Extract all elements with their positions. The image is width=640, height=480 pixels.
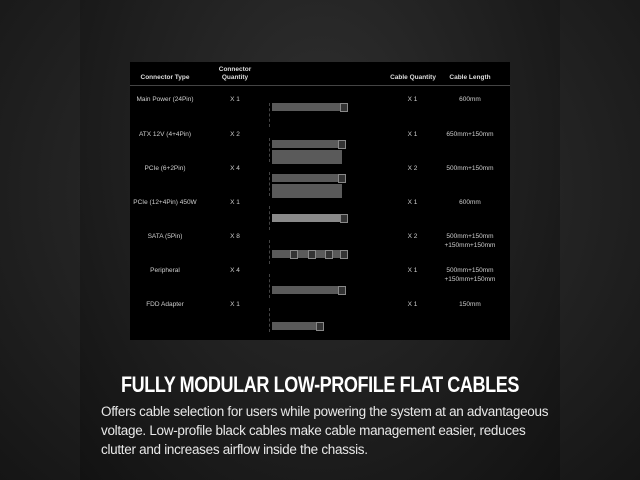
section-title: FULLY MODULAR LOW-PROFILE FLAT CABLES [120, 372, 520, 397]
header-connector-quantity: Connector Quantity [218, 66, 252, 81]
cable-image [269, 274, 350, 298]
connector-plug [316, 322, 324, 331]
section-description: Offers cable selection for users while powering the system at an advantageous voltage. Low-profile black cables make cable management easier, reduces clutter and increases airflow inside the chassis. [101, 404, 549, 457]
connector-plug [340, 214, 348, 223]
table-row [130, 232, 510, 267]
cable-quantity: X 2 [407, 233, 418, 240]
connector-type: Peripheral [150, 267, 180, 274]
table-row [130, 130, 510, 165]
connector-plug [338, 174, 346, 183]
table-row [130, 164, 510, 199]
table-row [130, 266, 510, 301]
connector-type: ATX 12V (4+4Pin) [138, 131, 192, 138]
cable-image [269, 206, 350, 230]
cable-quantity: X 1 [407, 267, 418, 274]
connector-type: Main Power (24Pin) [136, 96, 194, 103]
table-row [130, 95, 510, 130]
connector-type: SATA (5Pin) [147, 233, 183, 240]
cable-image [269, 138, 350, 162]
cable-quantity: X 2 [407, 165, 418, 172]
connector-quantity: X 1 [230, 199, 240, 206]
cable-image [269, 240, 350, 264]
cable-length: 650mm+150mm [446, 131, 494, 138]
cable-length: 500mm+150mm +150mm+150mm [444, 267, 496, 283]
cable-length: 150mm [459, 301, 481, 308]
connector-plug [290, 250, 298, 259]
cable-image [269, 308, 350, 332]
table-row [130, 198, 510, 233]
connector-type: FDD Adapter [146, 301, 184, 308]
cable-quantity: X 1 [407, 199, 418, 206]
connector-plug [338, 286, 346, 295]
cable-wire [272, 214, 348, 222]
header-cable-length: Cable Length [449, 74, 491, 81]
cable-image [269, 103, 350, 127]
cable-wire [272, 184, 342, 198]
cable-quantity: X 1 [407, 301, 418, 308]
cable-quantity: X 1 [407, 131, 418, 138]
connector-quantity: X 4 [230, 267, 240, 274]
cable-spec-table [130, 62, 510, 340]
connector-type: PCIe (6+2Pin) [144, 165, 186, 172]
cable-length: 500mm+150mm [446, 165, 494, 172]
cable-wire [272, 140, 342, 148]
connector-plug [338, 140, 346, 149]
cable-wire [272, 174, 342, 182]
cable-wire [272, 103, 348, 111]
connector-plug [308, 250, 316, 259]
cable-wire [272, 150, 342, 164]
cable-length: 600mm [459, 199, 481, 206]
connector-quantity: X 8 [230, 233, 240, 240]
connector-type: PCIe (12+4Pin) 450W [133, 199, 197, 206]
header-connector-type: Connector Type [140, 74, 190, 81]
connector-quantity: X 1 [230, 301, 240, 308]
connector-quantity: X 2 [230, 131, 240, 138]
table-header [130, 62, 510, 86]
cable-image [269, 172, 350, 196]
table-row [130, 300, 510, 335]
cable-length: 500mm+150mm +150mm+150mm [444, 233, 496, 249]
header-cable-quantity: Cable Quantity [390, 74, 436, 81]
cable-wire [272, 286, 346, 294]
connector-quantity: X 4 [230, 165, 240, 172]
cable-quantity: X 1 [407, 96, 418, 103]
connector-plug [340, 250, 348, 259]
connector-quantity: X 1 [230, 96, 240, 103]
cable-length: 600mm [459, 96, 481, 103]
connector-plug [340, 103, 348, 112]
connector-plug [325, 250, 333, 259]
